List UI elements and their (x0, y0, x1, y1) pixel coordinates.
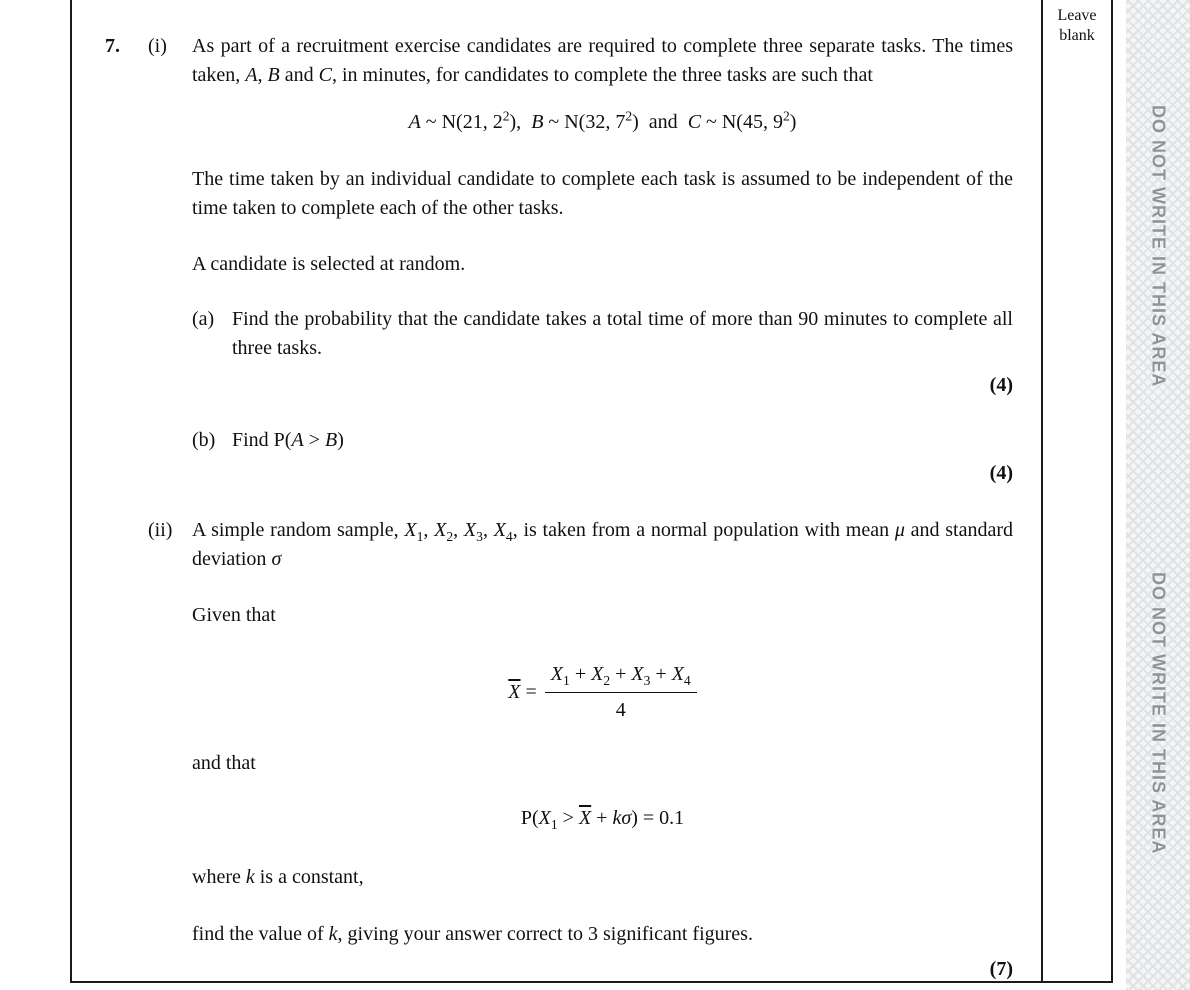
fraction-numerator: $X_1 + X_2 + X_3 + X_4$ (545, 660, 697, 693)
subpart-b (192, 426, 1013, 455)
part-ii-intro-paragraph: A simple random sample, $X_1$, $X_2$, $X_3$, $X_4$, is taken from a normal population with mean μ and standard deviation σ (192, 519, 1014, 570)
subpart-a (192, 305, 1013, 363)
do-not-write-strip (1126, 0, 1190, 990)
probability-formula: $P(X_1 > \overline{X} + k\sigma) = 0.1$ (520, 807, 685, 832)
leave-blank-column (1043, 0, 1113, 983)
subpart-b-marks: (4) (989, 462, 1013, 484)
leave-blank-line2: blank (1059, 27, 1095, 44)
subpart-a-label: (a) (192, 308, 215, 330)
xbar-fraction (545, 660, 697, 725)
do-not-write-text-bottom: DO NOT WRITE IN THIS AREA (1148, 572, 1169, 855)
leave-blank-line1: Leave (1057, 7, 1097, 24)
part-ii-row (105, 516, 1013, 984)
subpart-a-text: Find the probability that the candidate takes a total time of more than 90 minutes to complete all three tasks. (232, 308, 1013, 359)
xbar-formula (192, 660, 1013, 725)
where-k-text: where k is a constant, (192, 866, 364, 888)
part-i-row (105, 32, 1013, 488)
question-content (72, 0, 1041, 984)
do-not-write-text-top: DO NOT WRITE IN THIS AREA (1148, 105, 1169, 388)
find-k-text: find the value of k, giving your answer correct to 3 significant figures. (192, 923, 753, 945)
subpart-a-marks: (4) (989, 374, 1013, 396)
xbar-lhs: $\overline{X}$ = (508, 681, 537, 703)
independence-paragraph: The time taken by an individual candidate to complete each task is assumed to be independent of the time taken to complete each of the other tasks. (192, 168, 1013, 219)
candidate-selected-paragraph: A candidate is selected at random. (192, 253, 466, 275)
fraction-denominator: 4 (615, 699, 626, 721)
question-box (70, 0, 1043, 983)
part-ii-body (192, 516, 1013, 984)
part-i-body (192, 32, 1013, 488)
part-i-label: (i) (148, 35, 167, 57)
part-i-intro-paragraph: As part of a recruitment exercise candidates are required to complete three separate tasks. The times taken, A, B and C, in minutes, for candidates to complete the three tasks are such that (192, 35, 1013, 86)
subpart-b-label: (b) (192, 429, 216, 451)
xbar-formula-wrap (508, 660, 696, 725)
question-number: 7. (105, 35, 120, 57)
part-ii-label: (ii) (148, 519, 173, 541)
given-that-text: Given that (192, 604, 276, 626)
distribution-formula: A ~ N(21, $2^2$), B ~ N(32, $7^2$) and C ~ N(45, $9^2$) (408, 108, 797, 133)
part-ii-marks: (7) (989, 958, 1013, 980)
subpart-b-text: Find P(A > B) (232, 429, 344, 451)
and-that-text: and that (192, 752, 256, 774)
